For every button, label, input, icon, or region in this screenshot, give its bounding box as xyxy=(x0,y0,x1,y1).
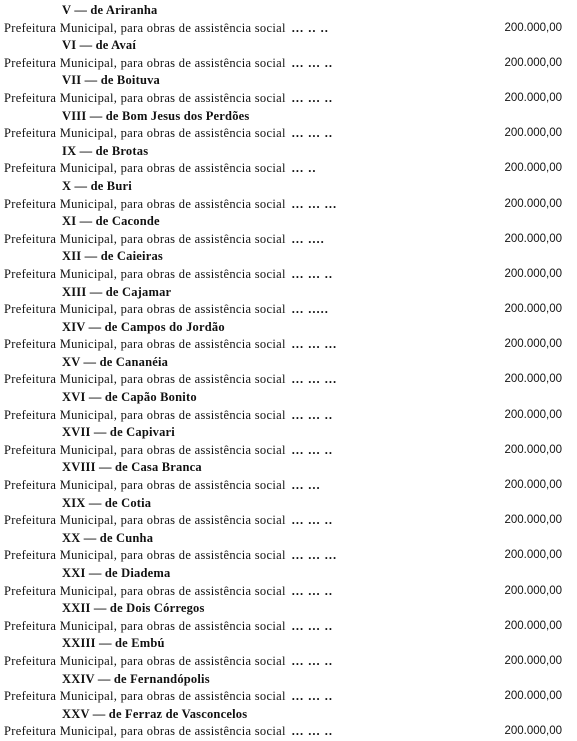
municipality-heading: XIX — de Cotia xyxy=(62,495,152,510)
appropriation-amount: 200.000,00 xyxy=(504,443,562,456)
appropriation-amount: 200.000,00 xyxy=(504,725,562,738)
municipality-heading: XI — de Caconde xyxy=(62,214,160,229)
appropriation-row xyxy=(0,55,577,73)
appropriation-description: Prefeitura Municipal, para obras de assistência social xyxy=(4,266,286,281)
appropriation-amount: 200.000,00 xyxy=(504,162,562,175)
municipality-heading: XII — de Caieiras xyxy=(62,249,163,264)
appropriation-amount: 200.000,00 xyxy=(504,338,562,351)
municipality-heading: XXIII — de Embú xyxy=(62,636,165,651)
leader-dots: ... ... .. xyxy=(291,126,333,141)
municipality-heading: XXII — de Dois Córregos xyxy=(62,601,205,616)
leader-dots: ... ... .. xyxy=(291,55,333,70)
leader-dots: ... ... .. xyxy=(291,653,333,668)
appropriation-row xyxy=(0,231,577,249)
municipality-heading: XVIII — de Casa Branca xyxy=(62,460,202,475)
appropriation-row xyxy=(0,266,577,284)
municipality-heading: XV — de Cananéia xyxy=(62,354,169,369)
leader-dots: ... ... ... xyxy=(291,548,338,563)
municipality-heading: XIII — de Cajamar xyxy=(62,284,172,299)
appropriation-list xyxy=(0,2,577,741)
appropriation-row xyxy=(0,512,577,530)
leader-dots: ... ... xyxy=(291,478,321,493)
appropriation-description: Prefeitura Municipal, para obras de assistência social xyxy=(4,653,286,668)
appropriation-description: Prefeitura Municipal, para obras de assistência social xyxy=(4,20,286,35)
leader-dots: ... ... .. xyxy=(291,266,333,281)
municipality-heading: VI — de Avaí xyxy=(62,38,137,53)
appropriation-amount: 200.000,00 xyxy=(504,21,562,34)
appropriation-row xyxy=(0,160,577,178)
leader-dots: ... ... .. xyxy=(291,724,333,739)
appropriation-description: Prefeitura Municipal, para obras de assistência social xyxy=(4,548,286,563)
appropriation-description: Prefeitura Municipal, para obras de assistência social xyxy=(4,90,286,105)
leader-dots: ... ... .. xyxy=(291,583,333,598)
appropriation-amount: 200.000,00 xyxy=(504,127,562,140)
municipality-heading: VII — de Boituva xyxy=(62,73,161,88)
leader-dots: ... ... .. xyxy=(291,90,333,105)
appropriation-description: Prefeitura Municipal, para obras de assistência social xyxy=(4,618,286,633)
appropriation-amount: 200.000,00 xyxy=(504,197,562,210)
municipality-heading: V — de Ariranha xyxy=(62,3,158,17)
municipality-heading: XXV — de Ferraz de Vasconcelos xyxy=(62,706,248,721)
appropriation-row xyxy=(0,407,577,425)
leader-dots: ... .... xyxy=(291,231,325,246)
appropriation-description: Prefeitura Municipal, para obras de assistência social xyxy=(4,196,286,211)
municipality-heading: XVII — de Capivari xyxy=(62,425,175,440)
appropriation-row xyxy=(0,723,577,741)
appropriation-amount: 200.000,00 xyxy=(504,654,562,667)
municipality-heading: IX — de Brotas xyxy=(62,143,149,158)
appropriation-amount: 200.000,00 xyxy=(504,267,562,280)
appropriation-amount: 200.000,00 xyxy=(504,408,562,421)
leader-dots: ... ... .. xyxy=(291,407,333,422)
municipality-heading: VIII — de Bom Jesus dos Perdões xyxy=(62,108,250,123)
appropriation-description: Prefeitura Municipal, para obras de assistência social xyxy=(4,337,286,352)
municipality-heading: XVI — de Capão Bonito xyxy=(62,390,197,405)
appropriation-amount: 200.000,00 xyxy=(504,56,562,69)
leader-dots: ... ... .. xyxy=(291,689,333,704)
appropriation-description: Prefeitura Municipal, para obras de assistência social xyxy=(4,302,286,317)
appropriation-amount: 200.000,00 xyxy=(504,91,562,104)
appropriation-row xyxy=(0,688,577,706)
leader-dots: ... .. xyxy=(291,161,317,176)
appropriation-description: Prefeitura Municipal, para obras de assistência social xyxy=(4,231,286,246)
appropriation-description: Prefeitura Municipal, para obras de assistência social xyxy=(4,126,286,141)
appropriation-row xyxy=(0,583,577,601)
appropriation-amount: 200.000,00 xyxy=(504,690,562,703)
appropriation-description: Prefeitura Municipal, para obras de assistência social xyxy=(4,689,286,704)
appropriation-description: Prefeitura Municipal, para obras de assistência social xyxy=(4,55,286,70)
appropriation-row xyxy=(0,442,577,460)
appropriation-row xyxy=(0,20,577,38)
leader-dots: ... ... .. xyxy=(291,442,333,457)
appropriation-row xyxy=(0,336,577,354)
appropriation-row xyxy=(0,477,577,495)
appropriation-row xyxy=(0,90,577,108)
appropriation-amount: 200.000,00 xyxy=(504,303,562,316)
appropriation-description: Prefeitura Municipal, para obras de assistência social xyxy=(4,478,286,493)
leader-dots: ... ... ... xyxy=(291,337,338,352)
appropriation-amount: 200.000,00 xyxy=(504,584,562,597)
municipality-heading: XIV — de Campos do Jordão xyxy=(62,319,225,334)
appropriation-row xyxy=(0,618,577,636)
appropriation-amount: 200.000,00 xyxy=(504,619,562,632)
appropriation-description: Prefeitura Municipal, para obras de assistência social xyxy=(4,513,286,528)
appropriation-row xyxy=(0,653,577,671)
appropriation-description: Prefeitura Municipal, para obras de assistência social xyxy=(4,724,286,739)
appropriation-description: Prefeitura Municipal, para obras de assistência social xyxy=(4,407,286,422)
municipality-heading: XXI — de Diadema xyxy=(62,566,171,580)
appropriation-description: Prefeitura Municipal, para obras de assistência social xyxy=(4,583,286,598)
appropriation-amount: 200.000,00 xyxy=(504,549,562,562)
appropriation-row xyxy=(0,196,577,214)
leader-dots: ... ... .. xyxy=(291,618,333,633)
appropriation-row xyxy=(0,301,577,319)
appropriation-row xyxy=(0,125,577,143)
municipality-heading: XX — de Cunha xyxy=(62,530,154,545)
appropriation-amount: 200.000,00 xyxy=(504,479,562,492)
appropriation-amount: 200.000,00 xyxy=(504,514,562,527)
appropriation-description: Prefeitura Municipal, para obras de assistência social xyxy=(4,372,286,387)
appropriation-amount: 200.000,00 xyxy=(504,232,562,245)
appropriation-description: Prefeitura Municipal, para obras de assistência social xyxy=(4,442,286,457)
leader-dots: ... .. .. xyxy=(291,20,329,35)
leader-dots: ... ..... xyxy=(291,302,329,317)
appropriation-description: Prefeitura Municipal, para obras de assistência social xyxy=(4,161,286,176)
leader-dots: ... ... ... xyxy=(291,196,338,211)
leader-dots: ... ... .. xyxy=(291,513,333,528)
municipality-heading: X — de Buri xyxy=(62,178,132,193)
leader-dots: ... ... ... xyxy=(291,372,338,387)
municipality-heading: XXIV — de Fernandópolis xyxy=(62,671,210,686)
appropriation-row xyxy=(0,371,577,389)
appropriation-amount: 200.000,00 xyxy=(504,373,562,386)
